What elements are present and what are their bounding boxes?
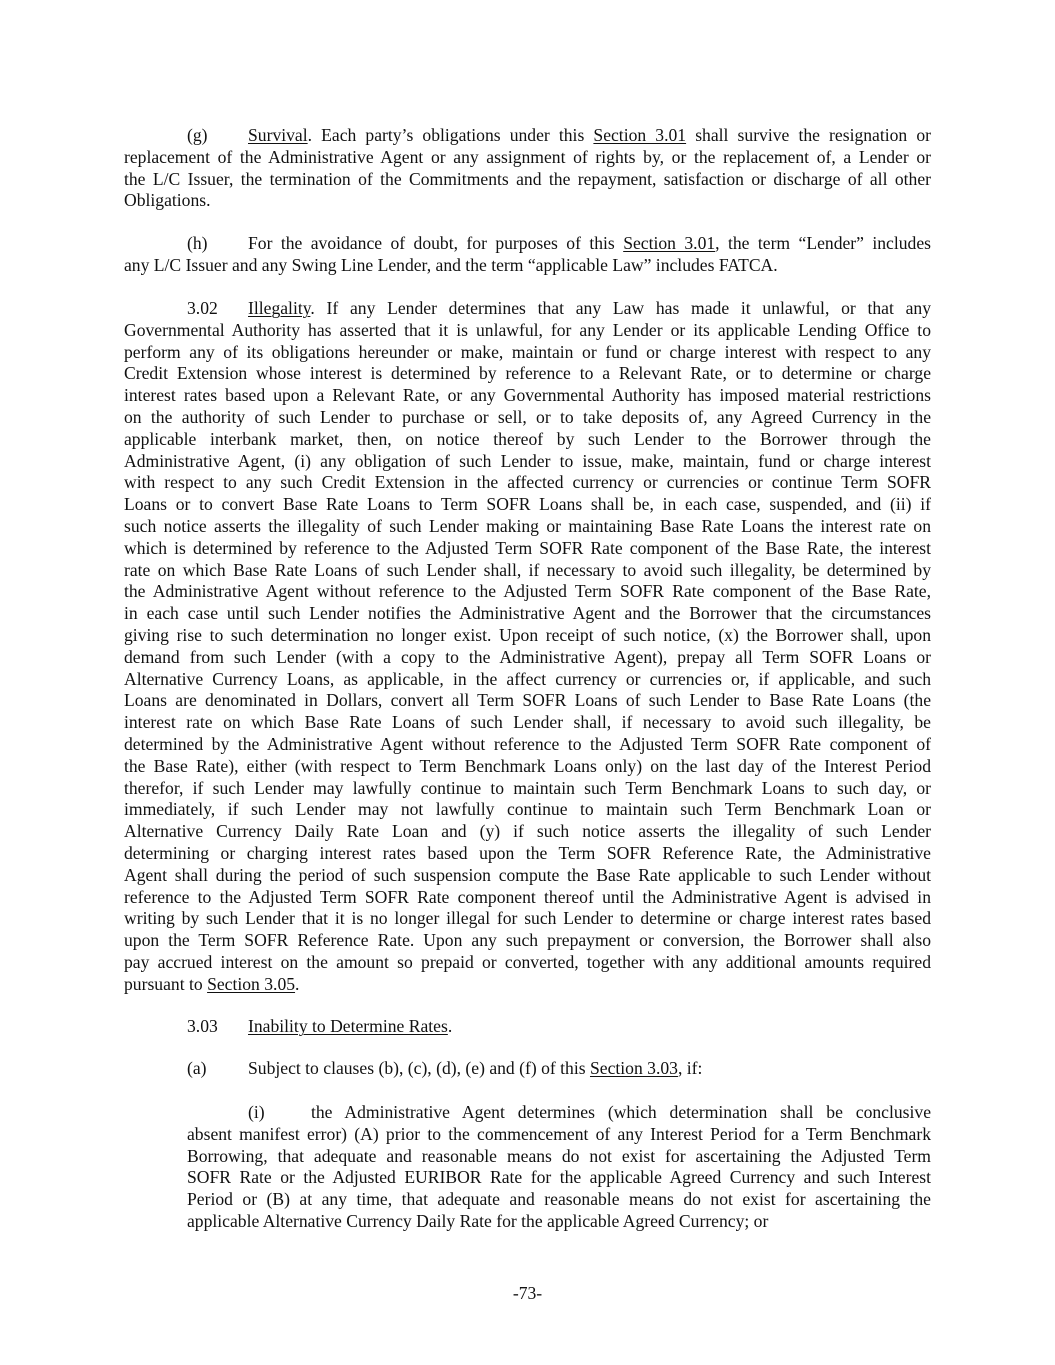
para-h — [124, 233, 931, 277]
text-line — [187, 1167, 931, 1189]
text-segment: interest rate on which Base Rate Loans of such Lender shall, if necessary to avoid such illegality, be — [124, 712, 931, 733]
text-segment: demand from such Lender (with a copy to the Administrative Agent), prepay all Term SOFR Loans or — [124, 646, 931, 667]
text-line — [124, 429, 931, 451]
text-segment: , if: — [677, 1058, 703, 1078]
text-line — [124, 799, 931, 821]
text-line — [124, 952, 931, 974]
text-segment: the Base Rate), either (with respect to Term Benchmark Loans only) on the last day of the Interest Period — [124, 755, 931, 776]
text-segment: rate on which Base Rate Loans of such Lender shall, if necessary to avoid such illegality, be determined by — [124, 559, 931, 580]
text-line — [124, 407, 931, 429]
text-segment: SOFR Rate or the Adjusted EURIBOR Rate for the applicable Agreed Currency and such Interest — [187, 1167, 931, 1188]
text-segment: giving rise to such determination no longer exist. Upon receipt of such notice, (x) the Borrower shall, upon — [124, 624, 931, 645]
text-segment: upon the Term SOFR Reference Rate. Upon any such prepayment or conversion, the Borrower shall also — [124, 930, 931, 951]
text-line — [124, 233, 931, 255]
text-segment: therefor, if such Lender may lawfully continue to maintain such Term Benchmark Loans to such day, or — [124, 777, 931, 798]
text-segment: in each case until such Lender notifies the Administrative Agent and the Borrower that the circumstances — [124, 603, 931, 624]
text-line — [124, 363, 931, 385]
text-line — [124, 538, 931, 560]
text-segment: determined by the Administrative Agent without reference to the Adjusted Term SOFR Rate component of — [124, 733, 931, 754]
text-segment: . Each party’s obligations under this — [307, 125, 594, 145]
section-label: (a) — [187, 1058, 207, 1078]
text-line — [187, 1124, 931, 1146]
text-segment: on the authority of such Lender to purchase or sell, or to take deposits of, any Agreed Currency in the — [124, 406, 931, 427]
text-segment: absent manifest error) (A) prior to the commencement of any Interest Period for a Term Benchmark — [187, 1123, 931, 1144]
text-line — [124, 169, 931, 191]
text-line — [124, 712, 931, 734]
text-line — [124, 669, 931, 691]
text-segment: any L/C Issuer and any Swing Line Lender, and the term “applicable Law” includes FATCA. — [124, 254, 778, 275]
text-segment: Borrowing, that adequate and reasonable means do not exist for ascertaining the Adjusted Term — [187, 1145, 931, 1166]
underlined-reference: Illegality — [248, 298, 311, 318]
text-line — [124, 342, 931, 364]
text-line — [124, 821, 931, 843]
text-segment: pay accrued interest on the amount so prepaid or converted, together with any additional amounts required — [124, 951, 931, 972]
text-line — [124, 603, 931, 625]
underlined-reference: Inability to Determine Rates — [248, 1016, 448, 1036]
text-segment: the Administrative Agent determines (which determination shall be conclusive — [311, 1102, 931, 1122]
text-segment: immediately, if such Lender may not lawfully continue to maintain such Term Benchmark Loan or — [124, 799, 931, 820]
section-label: 3.02 — [187, 298, 218, 318]
text-segment: . If any Lender determines that any Law has made it unlawful, or that any — [310, 298, 931, 318]
para-3-03 — [124, 1016, 931, 1038]
text-segment: the L/C Issuer, the termination of the Commitments and the repayment, satisfaction or discharge of all other — [124, 168, 931, 189]
text-line — [187, 1189, 931, 1211]
underlined-reference: Section 3.03 — [589, 1058, 678, 1078]
text-line — [124, 1016, 931, 1038]
text-segment: Governmental Authority has asserted that it is unlawful, for any Lender or its applicable Lending Office to — [124, 319, 931, 340]
para-a — [124, 1058, 931, 1080]
text-line — [124, 865, 931, 887]
underlined-reference: Section 3.05 — [207, 973, 296, 994]
text-line — [124, 887, 931, 909]
text-segment: . — [447, 1016, 453, 1036]
text-line — [124, 147, 931, 169]
text-line — [124, 125, 931, 147]
text-segment: Loans or to convert Base Rate Loans to Term SOFR Loans shall be, in each case, suspended, and (ii) if — [124, 494, 931, 515]
text-segment: Period or (B) at any time, that adequate and reasonable means do not exist for ascertaining the — [187, 1189, 931, 1210]
text-segment: the Administrative Agent without reference to the Adjusted Term SOFR Rate component of the Base Rate, — [124, 581, 931, 602]
text-segment: , the term “Lender” includes — [715, 233, 932, 253]
text-segment: applicable Alternative Currency Daily Rate for the applicable Agreed Currency; or — [187, 1210, 769, 1231]
text-line — [124, 690, 931, 712]
text-segment: such notice asserts the illegality of such Lender making or maintaining Base Rate Loans the interest rate on — [124, 515, 931, 536]
text-line — [124, 472, 931, 494]
para-g — [124, 125, 931, 212]
text-segment: . — [295, 973, 300, 994]
section-label: (g) — [187, 125, 208, 145]
text-line — [124, 734, 931, 756]
text-segment: Credit Extension whose interest is determined by reference to a Relevant Rate, or to determine or charge — [124, 363, 931, 384]
text-segment: Alternative Currency Loans, as applicable, in the affect currency or currencies or, if applicable, and such — [124, 668, 931, 689]
text-line — [124, 843, 931, 865]
text-segment: pursuant to — [124, 973, 208, 994]
text-line — [124, 320, 931, 342]
text-line — [124, 560, 931, 582]
text-line — [124, 974, 931, 996]
text-segment: Administrative Agent, (i) any obligation of such Lender to issue, make, maintain, fund or charge interest — [124, 450, 931, 471]
text-line — [124, 756, 931, 778]
text-line — [124, 255, 931, 277]
underlined-reference: Survival — [248, 125, 308, 145]
text-line — [124, 778, 931, 800]
text-line — [124, 581, 931, 603]
text-segment: determining or charging interest rates based upon the Term SOFR Reference Rate, the Administrative — [124, 842, 931, 863]
para-i — [187, 1102, 931, 1233]
text-line — [124, 908, 931, 930]
text-segment: Alternative Currency Daily Rate Loan and (y) if such notice asserts the illegality of such Lender — [124, 821, 931, 842]
text-segment: which is determined by reference to the Adjusted Term SOFR Rate component of the Base Rate, the interest — [124, 537, 931, 558]
text-segment: perform any of its obligations hereunder or make, maintain or fund or charge interest with respect to any — [124, 341, 931, 362]
text-line — [124, 930, 931, 952]
text-line — [187, 1211, 931, 1233]
text-line — [124, 385, 931, 407]
text-segment: Subject to clauses (b), (c), (d), (e) and (f) of this — [248, 1058, 590, 1078]
text-segment: Obligations. — [124, 190, 211, 211]
text-line — [124, 516, 931, 538]
text-segment: interest rates based upon a Relevant Rate, or any Governmental Authority has imposed material restrictions — [124, 385, 931, 406]
text-line — [124, 494, 931, 516]
section-label: (h) — [187, 233, 208, 253]
text-line — [124, 625, 931, 647]
page-number: -73- — [512, 1283, 543, 1303]
text-segment: with respect to any such Credit Extension in the affected currency or currencies or continue Term SOFR — [124, 472, 931, 493]
text-segment: Agent shall during the period of such suspension compute the Base Rate applicable to such Lender without — [124, 864, 931, 885]
text-line — [187, 1146, 931, 1168]
text-segment: replacement of the Administrative Agent or any assignment of rights by, or the replacement of, a Lender or — [124, 146, 931, 167]
text-line — [124, 451, 931, 473]
text-segment: writing by such Lender that it is no longer illegal for such Lender to determine or charge interest rates based — [124, 908, 931, 929]
text-segment: Loans are denominated in Dollars, convert all Term SOFR Loans of such Lender to Base Rate Loans (the — [124, 690, 931, 711]
text-line — [124, 298, 931, 320]
section-label: (i) — [248, 1102, 265, 1122]
text-segment: For the avoidance of doubt, for purposes of this — [248, 233, 624, 253]
text-line — [187, 1102, 931, 1124]
text-line — [124, 647, 931, 669]
text-line — [124, 190, 931, 212]
text-segment: applicable interbank market, then, on notice thereof by such Lender to the Borrower through the — [124, 428, 931, 449]
para-3-02 — [124, 298, 931, 996]
underlined-reference: Section 3.01 — [623, 233, 716, 253]
text-segment: shall survive the resignation or — [686, 125, 931, 145]
text-line — [124, 1058, 931, 1080]
section-label: 3.03 — [187, 1016, 218, 1036]
underlined-reference: Section 3.01 — [593, 125, 687, 145]
text-segment: reference to the Adjusted Term SOFR Rate component thereof until the Administrative Agent is advised in — [124, 886, 931, 907]
